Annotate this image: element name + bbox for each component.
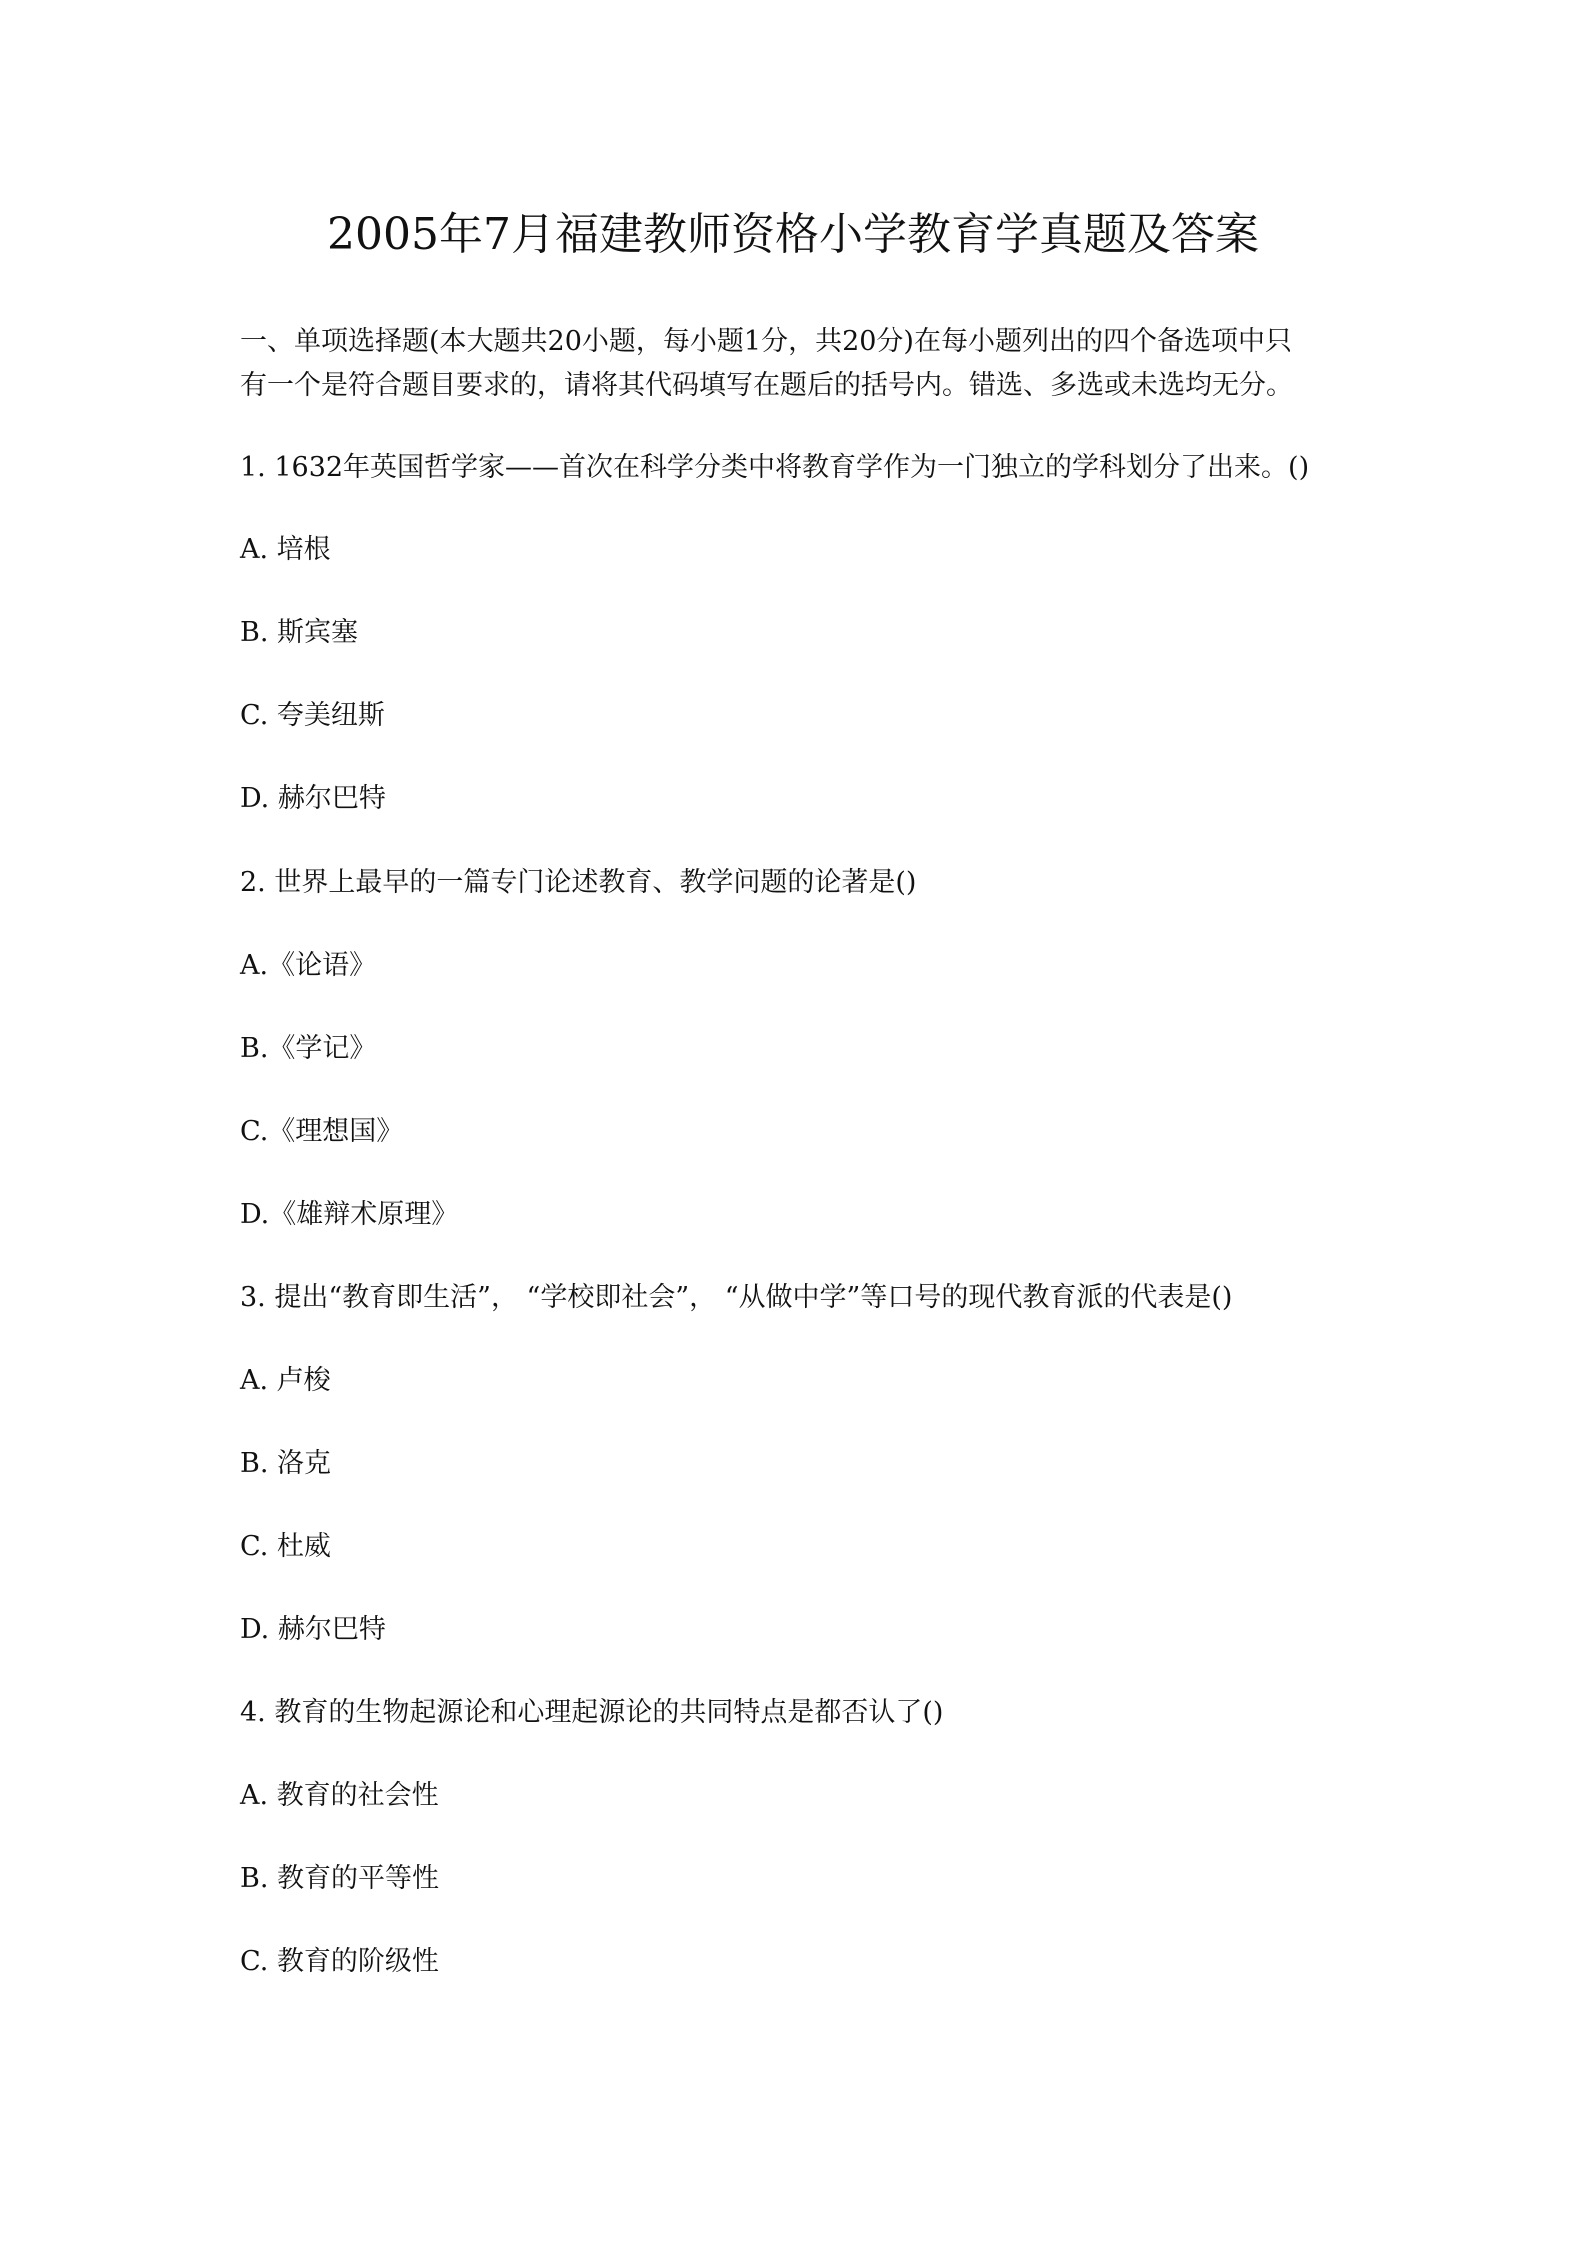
question-stem: 4. 教育的生物起源论和心理起源论的共同特点是都否认了()	[240, 1697, 944, 1728]
answer-option: A. 教育的社会性	[240, 1780, 439, 1811]
answer-option: D. 赫尔巴特	[240, 1614, 386, 1645]
answer-option: B. 洛克	[240, 1448, 332, 1479]
page-title: 2005年7月福建教师资格小学教育学真题及答案	[327, 209, 1259, 260]
answer-option: D.《雄辩术原理》	[240, 1199, 459, 1230]
instructions-line: 一、单项选择题(本大题共20小题，每小题1分，共20分)在每小题列出的四个备选项中只	[240, 326, 1292, 357]
answer-option: A. 培根	[240, 534, 331, 565]
question-stem: 1. 1632年英国哲学家——首次在科学分类中将教育学作为一门独立的学科划分了出来。()	[240, 452, 1310, 483]
answer-option: C.《理想国》	[240, 1116, 404, 1147]
answer-option: A. 卢梭	[240, 1365, 331, 1396]
question-stem: 2. 世界上最早的一篇专门论述教育、教学问题的论著是()	[240, 867, 917, 898]
question-stem: 3. 提出“教育即生活”， “学校即社会”， “从做中学”等口号的现代教育派的代表是()	[240, 1282, 1233, 1313]
answer-option: C. 教育的阶级性	[240, 1946, 439, 1977]
answer-option: B. 斯宾塞	[240, 617, 359, 648]
instructions-line: 有一个是符合题目要求的，请将其代码填写在题后的括号内。错选、多选或未选均无分。	[240, 370, 1293, 401]
answer-option: B. 教育的平等性	[240, 1863, 440, 1894]
answer-option: C. 夸美纽斯	[240, 700, 385, 731]
answer-option: C. 杜威	[240, 1531, 331, 1562]
answer-option: B.《学记》	[240, 1033, 377, 1064]
answer-option: A.《论语》	[240, 950, 377, 981]
section-instructions	[240, 320, 1360, 408]
answer-option: D. 赫尔巴特	[240, 783, 386, 814]
